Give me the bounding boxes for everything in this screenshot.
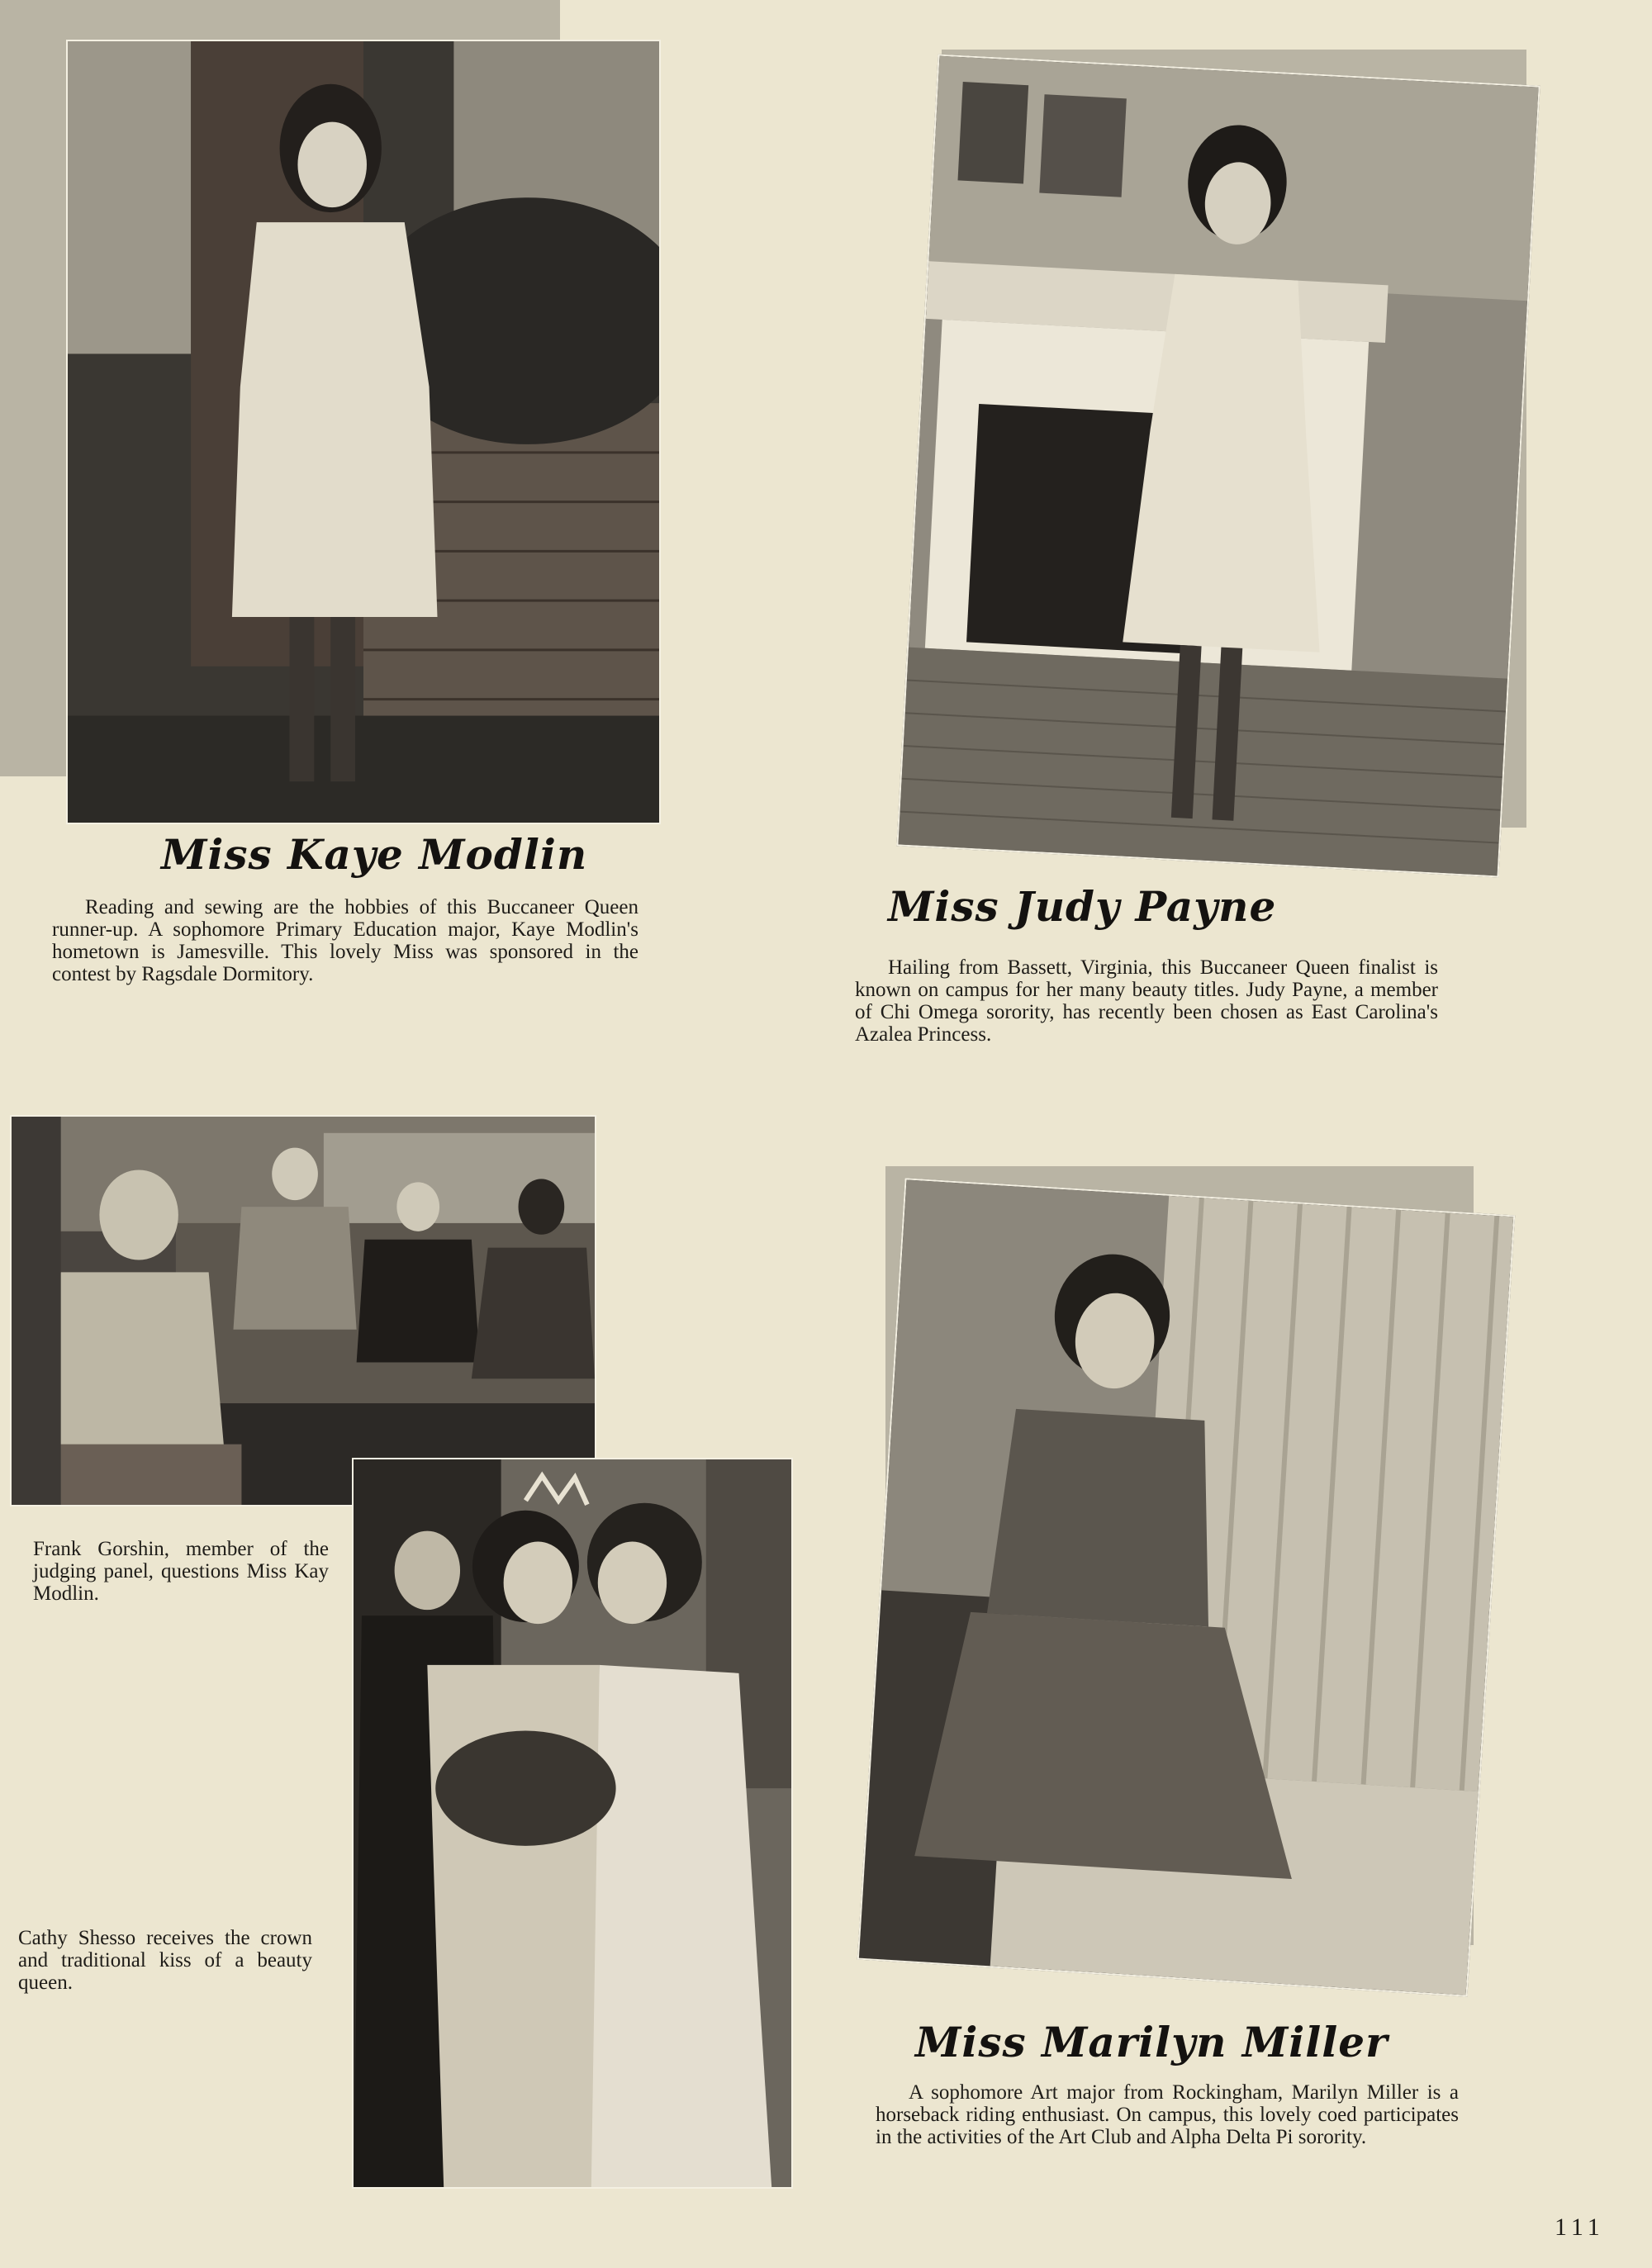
caption-kaye-modlin — [52, 896, 638, 985]
title-judy-payne: Miss Judy Payne — [888, 882, 1277, 931]
caption-kaye-modlin-text: Reading and sewing are the hobbies of this Buccaneer Queen runner-up. A sophomore Primary Education major, Kaye Modlin's hometown is Jamesville. This lovely Miss was sponsored in the contest by Ragsdale Dormitory. — [52, 896, 638, 985]
caption-judy-payne-text: Hailing from Bassett, Virginia, this Buccaneer Queen finalist is known on campus for her many beauty titles. Judy Payne, a member of Chi Omega sorority, has recently been chosen as East Carolina's Azalea Princess. — [855, 956, 1438, 1046]
photo-kaye-modlin-image — [68, 41, 659, 823]
photo-judy-payne — [896, 55, 1540, 878]
photo-marilyn-miller-image — [859, 1179, 1513, 1995]
photo-judy-payne-image — [898, 56, 1538, 876]
caption-marilyn-miller-text: A sophomore Art major from Rockingham, Marilyn Miller is a horseback riding enthusiast. On campus, this lovely coed participates in the activities of the Art Club and Alpha Delta Pi sorority. — [876, 2081, 1459, 2148]
photo-kaye-modlin — [66, 40, 661, 824]
caption-crowning-text: Cathy Shesso receives the crown and traditional kiss of a beauty queen. — [18, 1927, 312, 1994]
photo-judging-panel — [10, 1115, 596, 1506]
caption-judging-panel — [33, 1538, 329, 1605]
photo-marilyn-miller — [857, 1178, 1515, 1996]
photo-judging-panel-image — [12, 1117, 595, 1505]
photo-crowning — [352, 1458, 793, 2189]
photo-crowning-image — [354, 1459, 791, 2187]
caption-crowning — [18, 1927, 312, 1994]
title-marilyn-miller: Miss Marilyn Miller — [915, 2018, 1389, 2066]
caption-judy-payne — [855, 956, 1438, 1046]
title-kaye-modlin: Miss Kaye Modlin — [161, 830, 588, 879]
page-number: 111 — [1555, 2213, 1605, 2241]
caption-judging-panel-text: Frank Gorshin, member of the judging panel, questions Miss Kay Modlin. — [33, 1538, 329, 1605]
caption-marilyn-miller — [876, 2081, 1459, 2148]
